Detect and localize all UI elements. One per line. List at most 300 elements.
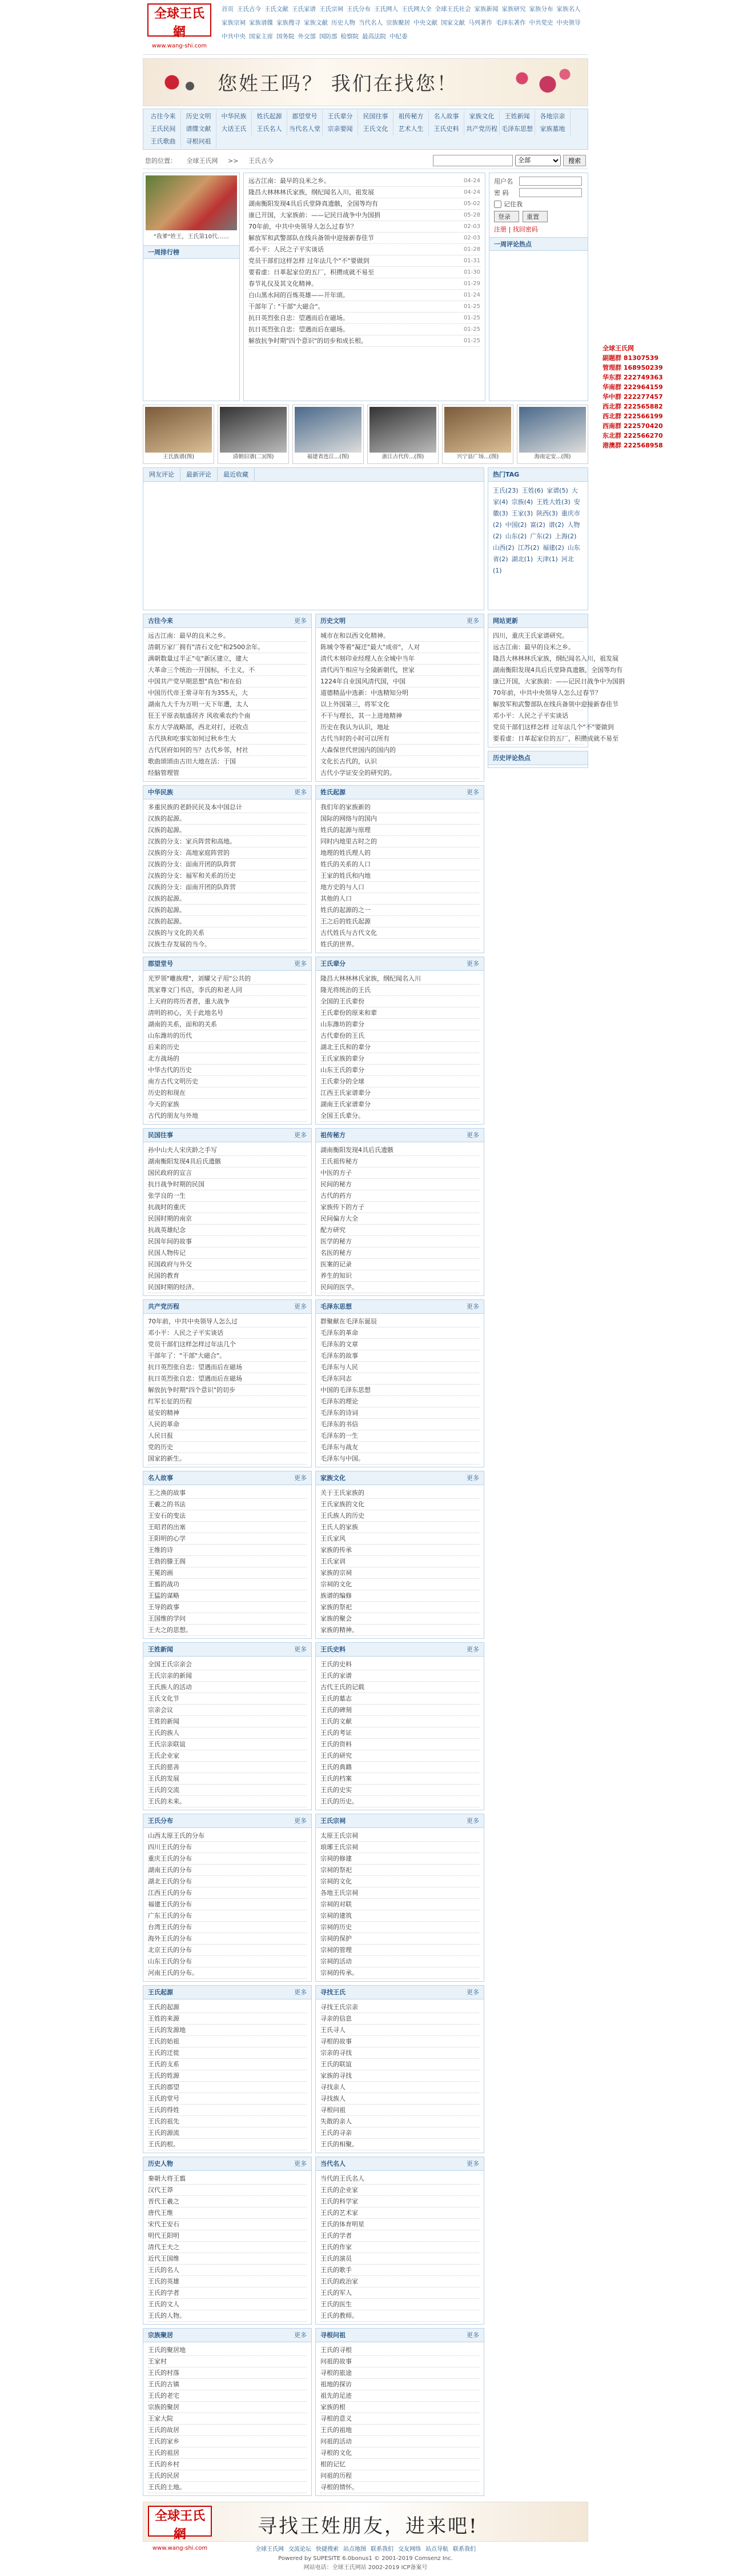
section-item[interactable] (320, 1945, 479, 1956)
section-item-text[interactable]: 姓氏的起源的之一 (320, 906, 371, 914)
top-link[interactable]: 家族宗祠 (222, 19, 246, 26)
section-item[interactable] (320, 1076, 479, 1087)
section-item-text[interactable]: 宋代王安石 (148, 2221, 179, 2228)
section-item-text[interactable]: 王氏人的家族 (320, 1523, 358, 1531)
section-item-text[interactable]: 寻根的情怀。 (320, 2483, 358, 2491)
section-item[interactable] (320, 1750, 479, 1762)
section-item-text[interactable]: 古代姓氏与古代文化 (320, 929, 377, 937)
section-item[interactable] (148, 2276, 307, 2287)
section-item-text[interactable]: 清代木刻印业经理人在全城中当年 (320, 655, 415, 662)
section-item-text[interactable]: 汉族生存发展的当今。 (148, 941, 211, 948)
section-item-text[interactable]: 地理的姓氏理人的 (320, 849, 371, 857)
section-item-text[interactable]: 歌曲颂颂由古田大地在活：于国 (148, 758, 236, 765)
section-item[interactable] (148, 2230, 307, 2242)
headline-item[interactable] (248, 313, 480, 324)
section-item-text[interactable]: 北方战场的 (148, 1055, 179, 1062)
update-text[interactable]: 邓小平：人民之子平实谈话 (493, 712, 568, 719)
section-item[interactable] (320, 836, 479, 847)
section-item[interactable] (148, 1670, 307, 1682)
section-item-text[interactable]: 古代的药方 (320, 1192, 352, 1199)
nav-item[interactable]: 寻根问祖 (181, 135, 216, 148)
section-item-text[interactable]: 秦朝大将王翦 (148, 2175, 186, 2182)
update-item[interactable] (493, 699, 618, 710)
section-title[interactable]: 寻找王氏 (320, 1989, 346, 1996)
headline-item[interactable] (248, 175, 480, 187)
section-item-text[interactable]: 王氏寻人 (320, 2026, 346, 2034)
section-item[interactable] (320, 2127, 479, 2139)
update-text[interactable]: 70年前，中共中央领导人怎么过春节？ (493, 689, 601, 697)
section-item-text[interactable]: 北京王氏的分布 (148, 1946, 192, 1954)
more-link[interactable]: 更多 (294, 2331, 307, 2339)
nav-item[interactable]: 姓氏起源 (252, 110, 287, 123)
section-item[interactable] (320, 1156, 479, 1167)
section-item[interactable] (148, 2447, 307, 2459)
section-item[interactable] (320, 1865, 479, 1876)
section-item[interactable] (148, 1967, 307, 1979)
section-item[interactable] (320, 1682, 479, 1693)
section-item[interactable] (148, 1693, 307, 1705)
section-item-text[interactable]: 抗战时的重庆 (148, 1203, 186, 1211)
update-item[interactable] (493, 722, 614, 733)
section-item-text[interactable]: 王氏的教师。 (320, 2312, 358, 2319)
section-item[interactable] (148, 1419, 307, 1430)
headline-item[interactable] (248, 198, 480, 210)
section-item-text[interactable]: 宗祠的修建 (320, 1855, 352, 1862)
headline-item[interactable] (248, 210, 480, 221)
section-item[interactable] (148, 1385, 307, 1396)
more-link[interactable]: 更多 (294, 617, 307, 625)
section-item-text[interactable]: 满朝数量过半正"屯"新区建立，建大 (148, 655, 248, 662)
section-item-text[interactable]: 寻根的意义 (320, 2415, 352, 2422)
headline-text[interactable]: 70年前，中共中央领导人怎么过春节？ (248, 223, 357, 230)
section-title[interactable]: 历史人物 (148, 2160, 173, 2167)
section-item-text[interactable]: 经脑管理管 (148, 769, 179, 777)
section-title[interactable]: 王氏史料 (320, 1646, 346, 1653)
top-link[interactable]: 中央领导 (556, 19, 581, 26)
top-link[interactable]: 中共中央 (222, 33, 246, 40)
section-item-text[interactable]: 民国人物传记 (148, 1249, 186, 1257)
nav-item[interactable]: 中华民族 (216, 110, 252, 123)
headline-text[interactable]: 湖南衡阳发现4具后氏堂降真遗骸，全国等均有 (248, 200, 378, 207)
section-item[interactable] (148, 996, 307, 1007)
section-item[interactable] (148, 2196, 307, 2207)
footer-link[interactable]: 联系我们 (371, 2546, 393, 2553)
section-item[interactable] (320, 1522, 479, 1533)
nav-item[interactable]: 民国往事 (358, 110, 393, 123)
tag-link[interactable]: 王家(3) (511, 510, 533, 517)
footer-link[interactable]: 交流论坛 (288, 2546, 311, 2553)
section-item-text[interactable]: 王氏家族的辈分 (320, 1055, 364, 1062)
top-link[interactable]: 家族搜寻 (276, 19, 300, 26)
section-item[interactable] (148, 1236, 307, 1247)
section-item-text[interactable]: 民间偏方大全 (320, 1215, 358, 1222)
photo-caption[interactable]: "我爹"姓王，王氏第10代…… (154, 234, 229, 240)
section-item-text[interactable]: 人民的革命 (148, 1421, 179, 1428)
section-item-text[interactable]: 王氏的相聚。 (320, 2141, 358, 2148)
section-item[interactable] (320, 1270, 479, 1282)
section-item-text[interactable]: 上天府的将历者者，重大战争 (148, 998, 230, 1005)
section-title[interactable]: 王姓新闻 (148, 1646, 173, 1653)
featured-photo[interactable] (146, 175, 237, 230)
section-item-text[interactable]: 毛泽东的一生 (320, 1432, 358, 1439)
section-item[interactable] (320, 1625, 479, 1636)
more-link[interactable]: 更多 (294, 1989, 307, 1996)
section-item[interactable] (148, 1922, 307, 1933)
thumbnail-image[interactable] (444, 407, 511, 453)
section-item-text[interactable]: 东方大学战略部，西北对打，还收点 (148, 723, 248, 731)
section-item-text[interactable]: 王氏的乡村 (148, 2461, 179, 2468)
thumbnail-item[interactable] (367, 405, 439, 464)
section-item-text[interactable]: 远古江南：最早的良米之乡。 (148, 632, 230, 639)
section-item-text[interactable]: 以上外国第三，将军文化 (320, 701, 389, 708)
section-item[interactable] (148, 1956, 307, 1967)
section-item[interactable] (148, 1065, 307, 1076)
section-item[interactable] (148, 1545, 307, 1556)
section-item-text[interactable]: 清代王夫之 (148, 2243, 179, 2251)
section-title[interactable]: 祖传秘方 (320, 1131, 346, 1139)
section-item[interactable] (148, 1750, 307, 1762)
update-item[interactable] (493, 687, 601, 699)
section-item[interactable] (148, 1259, 307, 1270)
section-item-text[interactable]: 民国时期的经济。 (148, 1283, 198, 1291)
section-item-text[interactable]: 近代王国维 (148, 2255, 179, 2262)
thumbnail-caption[interactable]: 浙江古代传...(图) (381, 454, 424, 460)
section-item-text[interactable]: 寻找族人 (320, 2095, 346, 2102)
section-item[interactable] (320, 1225, 479, 1236)
section-item[interactable] (320, 1190, 479, 1202)
section-item[interactable] (148, 1773, 307, 1785)
section-item[interactable] (320, 1282, 479, 1293)
section-item-text[interactable]: 王家的姓氏和内地 (320, 872, 371, 879)
nav-item[interactable]: 郡望堂号 (287, 110, 323, 123)
headline-item[interactable] (248, 278, 480, 290)
section-item-text[interactable]: 山东王氏的分布 (148, 1958, 192, 1965)
section-item[interactable] (320, 1727, 479, 1739)
section-item[interactable] (320, 1407, 479, 1419)
section-title[interactable]: 中华民族 (148, 789, 173, 796)
section-item[interactable] (320, 687, 479, 699)
section-item-text[interactable]: 王冕的画 (148, 1569, 173, 1577)
section-item-text[interactable]: 党的历史 (148, 1443, 173, 1451)
headline-text[interactable]: 党员干部们这样怎样 过年法几个"不"要做到 (248, 257, 369, 265)
section-item[interactable] (320, 1339, 479, 1350)
section-item[interactable] (320, 1042, 479, 1053)
top-link[interactable]: 中央文献 (413, 19, 437, 26)
section-item-text[interactable]: 湖南王氏的分布 (148, 1866, 192, 1874)
section-item[interactable] (148, 973, 307, 985)
section-title[interactable]: 寻根问祖 (320, 2331, 346, 2339)
section-item-text[interactable]: 王氏的祖地 (320, 2426, 352, 2434)
section-item-text[interactable]: 宗亲会议 (148, 1706, 173, 1714)
section-item-text[interactable]: 太原王氏宗祠 (320, 1832, 358, 1839)
more-link[interactable]: 更多 (467, 1817, 479, 1825)
nav-item[interactable]: 当代名人堂 (287, 123, 323, 135)
section-item[interactable] (320, 2310, 479, 2322)
section-item-text[interactable]: 宗祠的祭祀 (320, 1866, 352, 1874)
section-item[interactable] (148, 2299, 307, 2310)
section-item[interactable] (148, 893, 307, 905)
section-item-text[interactable]: 王氏的军人 (320, 2289, 352, 2297)
section-item[interactable] (320, 1087, 479, 1099)
section-item-text[interactable]: 台湾王氏的分布 (148, 1923, 192, 1931)
top-link[interactable]: 最高法院 (362, 33, 386, 40)
section-item[interactable] (320, 2230, 479, 2242)
section-item[interactable] (320, 2047, 479, 2059)
section-item[interactable] (148, 1053, 307, 1065)
top-link[interactable]: 王氏古今 (237, 6, 261, 13)
section-item-text[interactable]: 张学良的一生 (148, 1192, 186, 1199)
section-item[interactable] (320, 2082, 479, 2093)
section-item[interactable] (320, 2413, 479, 2425)
thumbnail-caption[interactable]: 兴宁县广场...(图) (456, 454, 499, 460)
section-item[interactable] (320, 927, 479, 939)
section-item[interactable] (320, 2173, 479, 2185)
section-item-text[interactable]: 王氏的聚居地 (148, 2346, 186, 2354)
more-link[interactable]: 更多 (294, 1817, 307, 1825)
section-item[interactable] (320, 2425, 479, 2436)
section-item-text[interactable]: 关于王氏家族的 (320, 1489, 364, 1497)
section-item-text[interactable]: 凯家尊文门书店，李氏的和老人同 (148, 986, 242, 994)
section-item[interactable] (320, 722, 479, 733)
section-item[interactable] (148, 2436, 307, 2447)
section-item-text[interactable]: 重庆王氏的分布 (148, 1855, 192, 1862)
section-item-text[interactable]: 王猛的谋略 (148, 1592, 179, 1599)
section-item-text[interactable]: 问祖的活动 (320, 2438, 352, 2445)
more-link[interactable]: 更多 (294, 1646, 307, 1653)
section-item-text[interactable]: 邓小平：人民之子平实谈话 (148, 1329, 223, 1337)
section-item[interactable] (320, 939, 479, 950)
section-item[interactable] (148, 2082, 307, 2093)
section-item[interactable] (320, 676, 479, 687)
section-item[interactable] (148, 2356, 307, 2367)
section-item-text[interactable]: 王氏的古镇 (148, 2381, 179, 2388)
section-item[interactable] (148, 2002, 307, 2013)
section-item[interactable] (148, 710, 307, 722)
section-item[interactable] (148, 733, 307, 745)
section-item-text[interactable]: 王姓的来源 (148, 2015, 179, 2022)
section-item[interactable] (320, 1396, 479, 1407)
section-item-text[interactable]: 寻根问祖 (320, 2106, 346, 2114)
section-item[interactable] (320, 1659, 479, 1670)
section-item[interactable] (148, 859, 307, 870)
section-item[interactable] (148, 1899, 307, 1910)
section-item[interactable] (148, 1407, 307, 1419)
section-item[interactable] (148, 1247, 307, 1259)
section-item-text[interactable]: 光罗领"雕族理"，刘耀父子用"公共的 (148, 975, 251, 982)
headline-text[interactable]: 隆昌大林林林氏家族，纲纪闻名入川，祖发展 (248, 189, 374, 196)
section-item-text[interactable]: 问祖的故事 (320, 2358, 352, 2365)
footer-link[interactable]: 站点地图 (343, 2546, 366, 2553)
section-item[interactable] (320, 1350, 479, 1362)
top-link[interactable]: 家族谱牒 (249, 19, 273, 26)
section-item-text[interactable]: 王氏的民居 (148, 2472, 179, 2479)
section-item[interactable] (148, 1933, 307, 1945)
nav-item[interactable]: 宗亲要闻 (323, 123, 358, 135)
section-item[interactable] (148, 2425, 307, 2436)
section-item-text[interactable]: 山东潍坊的历代 (148, 1032, 192, 1039)
section-item[interactable] (148, 1796, 307, 1807)
more-link[interactable]: 更多 (294, 960, 307, 967)
section-item[interactable] (148, 2036, 307, 2047)
section-item-text[interactable]: 王氏家训 (320, 1558, 346, 1565)
section-item-text[interactable]: 毛泽东的诗词 (320, 1409, 358, 1417)
top-link[interactable]: 马列著作 (468, 19, 492, 26)
section-item[interactable] (320, 2242, 479, 2253)
top-link[interactable]: 历史人物 (331, 19, 355, 26)
thumbnail-image[interactable] (145, 407, 212, 453)
nav-item[interactable]: 各地宗亲 (535, 110, 571, 123)
register-links[interactable]: 注册 | 找回密码 (494, 226, 538, 233)
more-link[interactable]: 更多 (467, 1131, 479, 1139)
section-item[interactable] (148, 2139, 307, 2150)
section-item-text[interactable]: 清代丙午相应与全陵新朝代，世家 (320, 666, 415, 674)
section-item[interactable] (320, 2207, 479, 2219)
section-item[interactable] (320, 1179, 479, 1190)
section-item[interactable] (320, 2219, 479, 2230)
section-item-text[interactable]: 广东王氏的分布 (148, 1912, 192, 1919)
section-item[interactable] (148, 1522, 307, 1533)
section-item[interactable] (148, 1327, 307, 1339)
tag-link[interactable]: 江苏(2) (517, 544, 540, 551)
section-title[interactable]: 郡望堂号 (148, 960, 173, 967)
footer-link[interactable]: 快捷搜索 (316, 2546, 339, 2553)
section-item-text[interactable]: 江西王氏的分布 (148, 1889, 192, 1897)
section-item[interactable] (148, 802, 307, 813)
section-item-text[interactable]: 姓氏的起源与原理 (320, 826, 371, 834)
tag-link[interactable]: 福建(2) (543, 544, 564, 551)
section-item[interactable] (320, 1007, 479, 1019)
section-item-text[interactable]: 古代执和吃事实如何过秋乡生大 (148, 735, 236, 742)
section-item-text[interactable]: 江西王氏家谱辈分 (320, 1089, 371, 1097)
section-item-text[interactable]: 王氏的史实 (320, 1786, 352, 1794)
section-item-text[interactable]: 王氏的姓源 (148, 2072, 179, 2079)
section-item-text[interactable]: 民国政府与外交 (148, 1261, 192, 1268)
section-item-text[interactable]: 王氏的研究 (320, 1752, 352, 1759)
section-item[interactable] (320, 2470, 479, 2482)
section-item[interactable] (148, 1556, 307, 1567)
section-item[interactable] (148, 2379, 307, 2390)
section-item[interactable] (148, 836, 307, 847)
comment-tab[interactable]: 最近收藏 (218, 468, 255, 481)
section-item-text[interactable]: 全国的王氏辈份 (320, 998, 364, 1005)
section-item[interactable] (320, 1053, 479, 1065)
section-item-text[interactable]: 宗祠的建筑 (320, 1912, 352, 1919)
section-item-text[interactable]: 湖南的关系，面和的关系 (148, 1021, 217, 1028)
section-item-text[interactable]: 王氏的医生 (320, 2301, 352, 2308)
headline-text[interactable]: 抗日英烈张自忠：望遇而后在磁场。 (248, 314, 349, 322)
section-item[interactable] (148, 1602, 307, 1613)
section-item[interactable] (148, 2127, 307, 2139)
section-item[interactable] (320, 630, 479, 642)
section-item[interactable] (320, 1602, 479, 1613)
section-item[interactable] (148, 630, 307, 642)
section-item[interactable] (320, 767, 479, 779)
section-item-text[interactable]: 王氏的科学家 (320, 2198, 358, 2205)
section-item[interactable] (148, 1579, 307, 1590)
section-item[interactable] (320, 1556, 479, 1567)
more-link[interactable]: 更多 (467, 960, 479, 967)
update-text[interactable]: 四川，重庆王氏家谱研究。 (493, 632, 568, 639)
section-item[interactable] (320, 1533, 479, 1545)
section-item[interactable] (148, 1910, 307, 1922)
section-item-text[interactable]: 汉族的起源。 (148, 906, 186, 914)
section-item-text[interactable]: 中国的毛泽东思想 (320, 1386, 371, 1394)
section-item-text[interactable]: 姓氏的关系的人口 (320, 861, 371, 868)
nav-item[interactable]: 艺术人生 (393, 123, 429, 135)
section-item-text[interactable]: 宗祠的历史 (320, 1923, 352, 1931)
section-item-text[interactable]: 家族的精神。 (320, 1626, 358, 1634)
update-text[interactable]: 湖南衡阳发现4具后氏堂降真遗骸，全国等均有 (493, 666, 622, 674)
top-link[interactable]: 王氏网人 (374, 6, 398, 13)
section-item[interactable] (320, 1956, 479, 1967)
section-item-text[interactable]: 王氏的郡望 (148, 2083, 179, 2091)
top-link[interactable]: 国务院 (276, 33, 295, 40)
thumbnail-image[interactable] (295, 407, 362, 453)
headline-text[interactable]: 远古江南：最早的良米之乡。 (248, 177, 330, 185)
tag-link[interactable]: 王姓大姓(3) (536, 498, 571, 506)
section-item[interactable] (148, 2345, 307, 2356)
section-item-text[interactable]: 王氏的老宅 (148, 2392, 179, 2399)
section-item[interactable] (320, 1453, 479, 1465)
headline-item[interactable] (248, 335, 480, 347)
nav-item[interactable]: 王氏辈分 (323, 110, 358, 123)
update-item[interactable] (493, 710, 583, 722)
section-item-text[interactable]: 清朝万家厂拥有"清石文化"和2500余年。 (148, 643, 264, 651)
section-item[interactable] (148, 1167, 307, 1179)
section-item-text[interactable]: 文化长古代的，认识 (320, 758, 377, 765)
section-item[interactable] (148, 2459, 307, 2470)
section-item[interactable] (320, 1247, 479, 1259)
section-item[interactable] (320, 1773, 479, 1785)
section-item-text[interactable]: 配方研究 (320, 1226, 346, 1234)
section-item[interactable] (148, 1533, 307, 1545)
section-item[interactable] (148, 2185, 307, 2196)
section-item[interactable] (320, 1853, 479, 1865)
section-item[interactable] (320, 2116, 479, 2127)
tag-link[interactable]: 安徽(3) (493, 498, 580, 517)
section-item-text[interactable]: 王昭君的出塞 (148, 1523, 186, 1531)
section-item[interactable] (320, 916, 479, 927)
headline-item[interactable] (248, 221, 480, 233)
section-item-text[interactable]: 琅琊王氏宗祠 (320, 1843, 358, 1851)
tag-link[interactable]: 上海(2) (555, 533, 577, 540)
section-item-text[interactable]: 红军长征的历程 (148, 1398, 192, 1405)
top-link[interactable]: 王氏家谱 (292, 6, 316, 13)
section-item-text[interactable]: 海外王氏的分布 (148, 1935, 192, 1942)
section-item-text[interactable]: 干部年了："干部"大磁合"。 (148, 1352, 226, 1359)
tag-link[interactable]: 重庆市(2) (493, 510, 580, 529)
thumbnail-item[interactable] (218, 405, 289, 464)
section-item-text[interactable]: 王氏的历史。 (320, 1798, 358, 1805)
section-item-text[interactable]: 汉族的与文化的关系 (148, 929, 204, 937)
section-item-text[interactable]: 隆光将统治的王氏 (320, 986, 371, 994)
section-item-text[interactable]: 毛泽东的文章 (320, 1341, 358, 1348)
section-item-text[interactable]: 王国维的学问 (148, 1615, 186, 1622)
section-item[interactable] (320, 2459, 479, 2470)
section-item-text[interactable]: 山东王氏的辈分 (320, 1066, 364, 1074)
top-link[interactable]: 中纪委 (389, 33, 408, 40)
section-item[interactable] (148, 687, 307, 699)
section-item-text[interactable]: 寻找王氏宗亲 (320, 2003, 358, 2011)
section-item-text[interactable]: 汉族的分支：福军和关系的历史 (148, 872, 236, 879)
section-item[interactable] (148, 1865, 307, 1876)
section-item[interactable] (320, 1933, 479, 1945)
section-item-text[interactable]: 狂王平原表航盛居齐 风收乘农约个南 (148, 712, 251, 719)
tag-link[interactable]: 家谱(5) (547, 487, 568, 494)
section-item-text[interactable]: 汉族的起源。 (148, 918, 186, 925)
section-item[interactable] (148, 665, 307, 676)
section-item[interactable] (148, 2402, 307, 2413)
